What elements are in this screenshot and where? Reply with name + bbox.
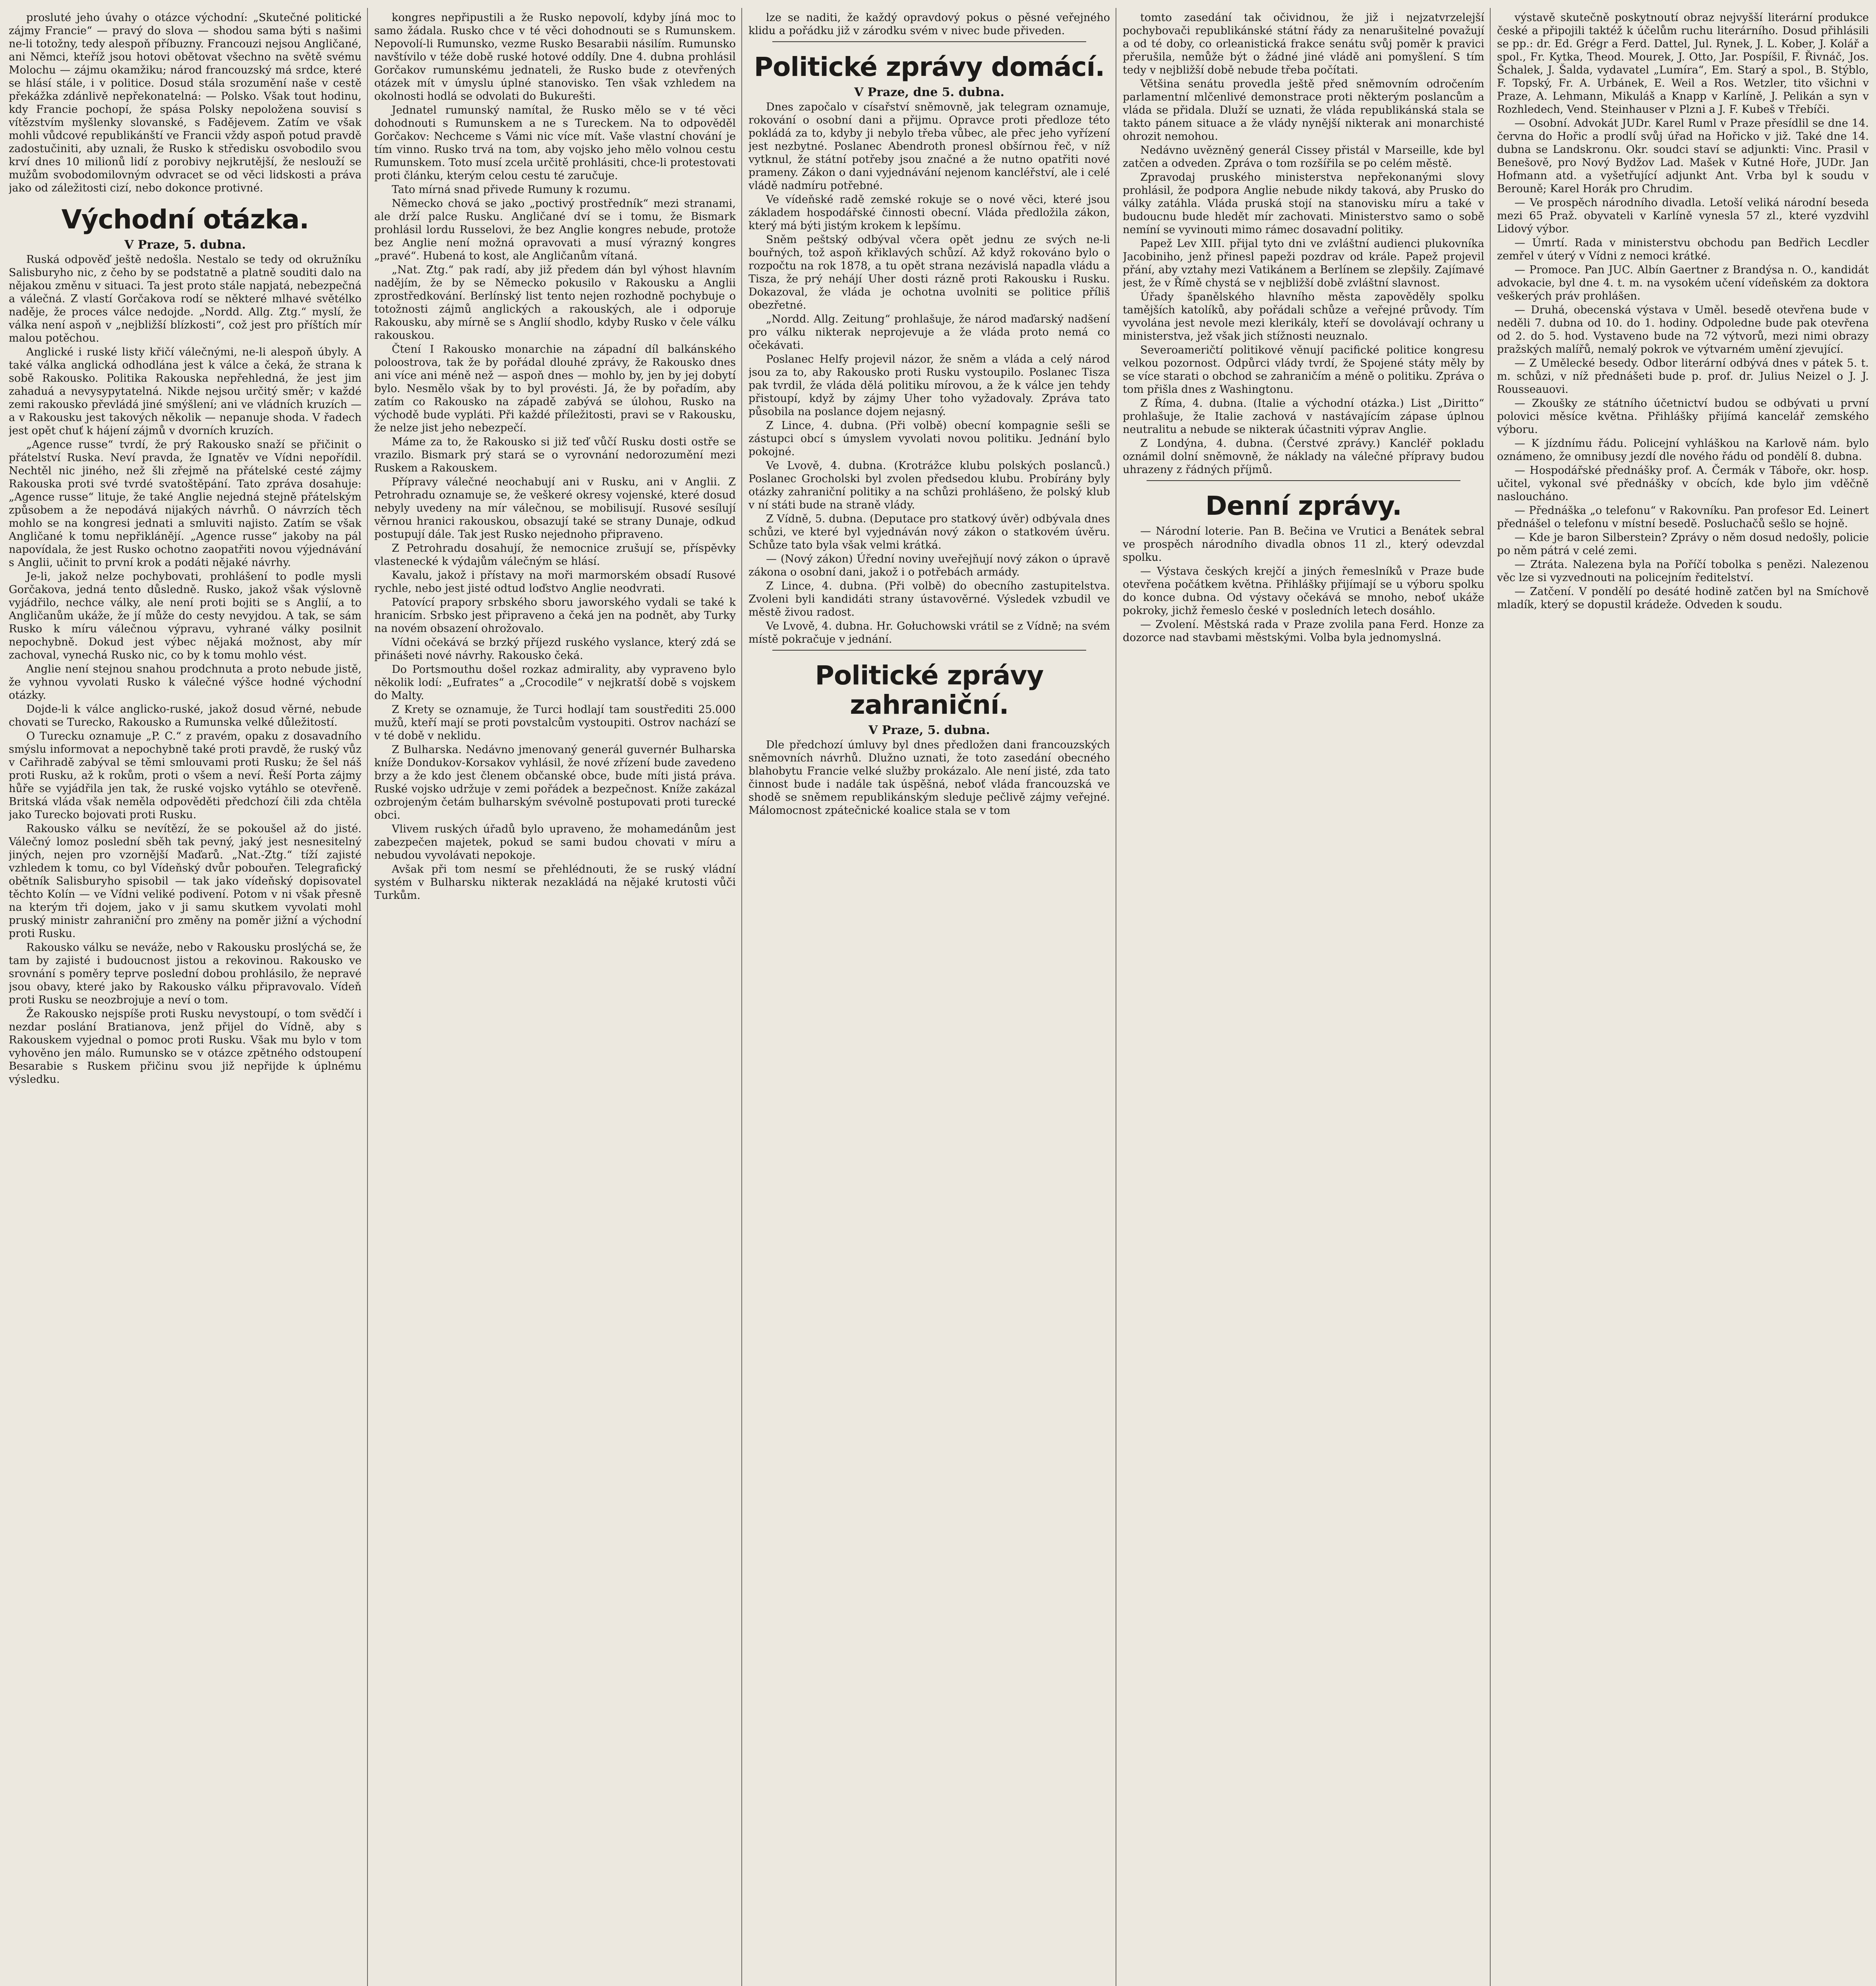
article-paragraph: Přípravy válečné neochabují ani v Rusku, ani v Anglii. Z Petrohradu oznamuje se, že veškeré okresy vojenské, které dosud nebyly uvedeny na mír válečnou, se mobilisují. Rusové sesílují věrnou hranici rakouskou, obsazují také se strany Dunaje, odkud postupují dále. Tak jest Rusko nejednoho připraveno. <box>374 476 736 541</box>
article-paragraph: Z Krety se oznamuje, že Turci hodlají tam soustřediti 25.000 mužů, kteří mají se proti povstalcům vystoupiti. Ostrov nachází se v té době v neklidu. <box>374 703 736 742</box>
article-paragraph: Tato mírná snad přivede Rumuny k rozumu. <box>392 184 631 196</box>
article-paragraph: Německo chová se jako „poctivý prostředník“ mezi stranami, ale drží palce Rusku. Angličané dví se i tomu, že Bismark prohlásil lordu Russelovi, že bez Anglie kongres nebude, protože bez Anglie není možná opravovati a musí výrazný kongres „pravé“. Hubená to kost, ale Angličanům vítaná. <box>374 197 736 262</box>
article-paragraph: — Přednáška „o telefonu“ v Rakovníku. Pan profesor Ed. Leinert přednášel o telefonu v místní besedě. Posluchačů sešlo se hojně. <box>1497 504 1869 530</box>
article-paragraph: Že Rakousko nejspíše proti Rusku nevystoupí, o tom svědčí i nezdar poslání Bratianova, jenž přijel do Vídně, aby s Rakouskem vyjednal o pomoc proti Rusku. Však mu bylo v tom vyhověno jen málo. Rumunsko se v otázce zpětného odstoupení Besarabie s Ruskem přičinu svou již nepřijde k úplnému výsledku. <box>9 1008 362 1086</box>
article-paragraph: Avšak při tom nesmí se přehlédnouti, že se ruský vládní systém v Bulharsku nikterak nezakládá na nějaké krutosti vůči Turkům. <box>374 863 736 902</box>
article-paragraph: „Nordd. Allg. Zeitung“ prohlašuje, že národ maďarský nadšení pro válku nikterak neprojevuje a že vláda proto nemá co očekávati. <box>748 313 1110 352</box>
article-paragraph: Čtení I Rakousko monarchie na západní díl balkánského poloostrova, tak že by pořádal dlouhé zprávy, že Rakousko dnes ani více ani méně než — aspoň dnes — mohlo by, jen by jej dobytí bylo. Nesmělo však by to byl provésti. Já, že by pořadím, aby zatím co Rakousko na západě zabývá se úlohou, Rusko na východě bude vypláti. Při každé příležitosti, pravi se v Rakousku, že nelze jist jeho nebezpečí. <box>374 343 736 434</box>
article-paragraph: Anglické i ruské listy křičí válečnými, ne-li alespoň úbyly. A také válka anglická odhodlána jest k válce a čeká, že strana k sobě Rakousko. Politika Rakouska nepřehledná, že jest jim zahaduá a nevysypytatelná. Nikde nejsou určitý směr; v každé zemi rakousko převládá jiné smýšlení; ani ve vládních kruzích — a v Rakousku jest takových několik — nepanuje shoda. V řadech jest opět chuť k hájení zájmů v dvorních kruzích. <box>9 346 362 437</box>
article-paragraph: — Druhá, obecenská výstava v Uměl. besedě otevřena bude v neděli 7. dubna od 10. do 1. hodiny. Odpoledne bude pak otevřena od 2. do 5. hod. Vystaveno bude na 72 výtvorů, mezi nimi obrazy pražských malířů, nemalý pokrok ve výtvarném umění zjevující. <box>1497 304 1869 355</box>
article-paragraph: Z Petrohradu dosahují, že nemocnice zrušují se, příspěvky vlastenecké k výdajům válečným se hlásí. <box>374 542 736 568</box>
article-paragraph: výstavě skutečně poskytnoutí obraz nejvyšší literární produkce české a připojili taktéž k účelům ruchu literárního. Dosud přihlásili se pp.: dr. Ed. Grégr a Ferd. Dattel, Jul. Rynek, J. L. Kober, J. Kolář a spol., Fr. Kytka, Theod. Mourek, J. Otto, Jar. Pospíšil, F. Řivnáč, Jos. Šchalek, J. Šalda, vydavatel „Lumíra“, Em. Starý a spol., B. Stýblo, F. Topský, Fr. A. Urbánek, E. Weil a Ros. Wetzler, tito všichni v Praze, A. Lehmann, Mikuláš a Knapp v Karlíně, J. Pelikán a syn v Rozhledech, Vend. Steinhauser v Plzni a J. F. Kubeš v Třebíči. <box>1497 12 1869 116</box>
article-paragraph: lze se naditi, že každý opravdový pokus o pěsné veřejného klidu a pořádku již v zárodku svém v nivec bude přiveden. <box>748 12 1110 37</box>
article-paragraph: Ve Lvově, 4. dubna. Hr. Gołuchowski vrátil se z Vídně; na svém místě pokračuje v jednání. <box>748 620 1110 645</box>
article-paragraph: Ve vídeňské radě zemské rokuje se o nové věci, které jsou základem hospodářské činnosti obecní. Vláda předložila zákon, který má býti jistým krokem k lepšímu. <box>748 193 1110 232</box>
section-divider <box>1147 480 1460 481</box>
article-paragraph: — Zatčení. V pondělí po desáté hodině zatčen byl na Smíchově mladík, který se dopustil krádeže. Odveden k soudu. <box>1497 585 1869 611</box>
article-paragraph: — Zvolení. Městská rada v Praze zvolila pana Ferd. Honze za dozorce nad stavbami městskými. Volba byla jednomyslná. <box>1123 618 1484 644</box>
article-paragraph: — Kde je baron Silberstein? Zprávy o něm dosud nedošly, policie po něm pátrá v celé zemi. <box>1497 531 1869 557</box>
article-paragraph: kongres nepřipustili a že Rusko nepovolí, kdyby jíná moc to samo žádala. Rusko chce v té věci dohodnouti se s Rumunskem. Nepovolí-li Rumunsko, vezme Rusko Besarabii násilím. Rumunsko navštívilo v téže době ruské hotové oddíly. Dne 4. dubna prohlásil Gorčakov rumunskému jednateli, že Rusko bude z otevřených otázek mít v úmyslu úplné stanovisko. Ten však vzhledem na okolnosti hodlá se odvolati do Bukurešti. <box>374 12 736 102</box>
article-paragraph: Sněm peštský odbýval včera opět jednu ze svých ne-li bouřných, tož aspoň křiklavých schůzí. Až když rokováno bylo o rozpočtu na rok 1878, a tu opět strana nezávislá napadla vládu a Tisza, že prý nehájí Uher dosti rázně proti Rakousku i Rusku. Dokazoval, že vláda je ochotna uvolniti se politice příliš obezřetné. <box>748 234 1110 311</box>
article-paragraph: Dojde-li k válce anglicko-ruské, jakož dosud věrné, nebude chovati se Turecko, Rakousko a Rumunska velké důležitostí. <box>9 703 362 728</box>
article-paragraph: Patovící prapory srbského sboru jaworského vydali se také k hranicím. Srbsko jest připraveno a čeká jen na podnět, aby Turky na novém obsazení ohrožovalo. <box>374 596 736 635</box>
column-rule <box>367 8 368 1986</box>
article-paragraph: Kavalu, jakož i přístavy na moři marmorském obsadí Rusové rychle, nebo jest jisté odtud loďstvo Anglie neodvrati. <box>374 569 736 595</box>
article-paragraph: Je-li, jakož nelze pochybovati, prohlášení to podle mysli Gorčakova, jedná tento důsledně. Rusko, jakož však výslovně vyjádřilo, nechce války, ale není proti bojiti se s Anglií, a to Angličanům ukáže, že jí může do cesty nevyjdou. A tak, se sám Rusko k míru válečnou výpravu, vyhrané války posilnit nepochybně. Dokud jest výbec nějaká možnost, aby mír zachoval, vynechá Rusko nic, co by k tomu mohlo vést. <box>9 570 362 661</box>
article-paragraph: „Nat. Ztg.“ pak radí, aby již předem dán byl výhost hlavním nadějím, že by se Německo pokusilo v Rakousku a Anglii zprostředkování. Berlínský list tento nejen rozhodně pochybuje o totožnosti zájmů anglických a rakouských, ale i odporuje Rakousku, aby mírně se s Anglií shodlo, kdyby Rusko v čele válku rakouskou. <box>374 264 736 342</box>
article-paragraph: Dnes započalo v císařství sněmovně, jak telegram oznamuje, rokování o osobní dani a přijmu. Opravce proti předloze této pokládá za to, kdyby ji nebylo třeba vůbec, ale přec jeho vyřízení jest nezbytné. Poslanec Abendroth pronesl obšírnou řeč, v níž vytknul, že státní potřeby jsou značné a že nutno opatřiti nové prameny. Zákon o dani vyjednávání nejenom kancléřství, ale i celé vládě nadmíru potřebné. <box>748 101 1110 192</box>
article-paragraph: — Osobní. Advokát JUDr. Karel Ruml v Praze přesídlil se dne 14. června do Hořic a prodlí svůj úřad na Hořicko v již. Také dne 14. dubna se Landskronu. Okr. soudci staví se adjunkti: Vinc. Prasil v Benešově, pro Nový Bydžov Lad. Mašek v Kutné Hoře, JUDr. Jan Hofmann atd. a vyšetřující adjunkt Ant. Vrba byl k soudu v Berouně; Karel Horák pro Chrudim. <box>1497 117 1869 195</box>
article-paragraph: Z Bulharska. Nedávno jmenovaný generál guvernér Bulharska kníže Dondukov-Korsakov vyhlásil, že nové zřízení bude zavedeno brzy a že kdo jest členem občanské obce, bude míti jistá práva. Ruské vojsko udržuje v zemi pořádek a bezpečnost. Kníže zakázal ozbrojeným četám bulharským svévolně postupovati proti turecké obci. <box>374 744 736 821</box>
article-paragraph: Zpravodaj pruského ministerstva nepřekonanými slovy prohlásil, že podpora Anglie nebude nikdy taková, aby Prusko do války zatáhla. Vláda pruská stojí na stanovisku míru a také v budoucnu bude hledět mír zachovati. Ministerstvo samo o sobě nemíní se vyvinouti mimo rámec dosavadní politiky. <box>1123 171 1484 236</box>
article-paragraph: — Ztráta. Nalezena byla na Poříčí tobolka s penězi. Nalezenou věc lze si vyzvednouti na policejním ředitelství. <box>1497 558 1869 584</box>
article-paragraph: Úřady španělského hlavního města zapověděly spolku tamějších katolíků, aby pořádali schůze a veřejné průvody. Tím vyvolána jest nevole mezi klerikály, kteří se dovolávají ochrany u ministerstva, jež však jich stížnosti neuznalo. <box>1123 291 1484 342</box>
article-paragraph: Do Portsmouthu došel rozkaz admirality, aby vypraveno bylo několik lodí: „Eufrates“ a „Crocodile“ v nejkratší době s vojskem do Malty. <box>374 663 736 702</box>
article-paragraph: O Turecku oznamuje „P. C.“ z pravém, opaku z dosavadního smýslu informovat a nepochybně také proti pravdě, že ruský vůz v Cařihradě zabýval se těmi smlouvami proti Rusku; že šel náš proti Rusku, až k rokům, proti o všem a neví. Řeší Porta zájmy hůře se vyjádřila jen tak, že ruské vojsko vytáhlo se otevřeně. Britská vláda však neměla odpověděti předchozí čili zda chtěla jako Turecko bojovati proti Rusku. <box>9 730 362 821</box>
article-paragraph: Máme za to, že Rakousko si již teď vůčí Rusku dosti ostře se vrazilo. Bismark prý stará se o vyrovnání nedorozumění mezi Ruskem a Rakouskem. <box>374 436 736 474</box>
article-paragraph: prosluté jeho úvahy o otázce východní: „Skutečné politické zájmy Francie“ — pravý do slova — shodou sama býti s našimi ne-li totožny, tedy alespoň příbuzny. Francouzi nejsou Angličané, ani Němci, kteříž jsou hotovi obětovat všechno na světě svému Molochu — zájmu okamžiku; národ francouzský má srdce, které se hlásí stále, i v politice. Dosud stála srozumění naše v cestě překážka zdánlivě nepřekonatelná: — Polsko. Však tout hodinu, kdy Francie pochopí, že spása Polsky nepoložena souvisí s vítězstvím myšlenky slovanské, s Fadějevem. Zatím ve však mohli vůdcové republikánští ve Francii vždy aspoň potud pravdě zadostučiniti, aby uznali, že Rusko k středisku osvobodilo svou krví dnes 10 milionů lidí z porobivy nejkrutější, že neslouží se mužům svobodomilovným odvracet se od věci lidskosti a práva jako od záležitosti cizí, nebo dokonce protivné. <box>9 12 362 194</box>
dateline: V Praze, 5. dubna. <box>124 238 246 252</box>
section-divider <box>772 650 1086 651</box>
article-paragraph: Ve Lvově, 4. dubna. (Krotrážce klubu polských poslanců.) Poslanec Grocholski byl zvolen předsedou klubu. Probírány byly otázky zahraniční politiky a na schůzi prohlášeno, že polský klub v ní státi bude na straně vlády. <box>748 460 1110 511</box>
article-paragraph: „Agence russe“ tvrdí, že prý Rakousko snaží se přičinit o přátelství Ruska. Neví pravda, že Ignatěv ve Vídni nepořídil. Nechtěl nic jiného, než šli zřejmě na přátelské cesté zájmy Rakouska proti své tvrdé svatoštěpání. Tato zpráva dosahuje: „Agence russe“ lituje, že také Anglie nejedná stejně přátelským způsobem a že nepodává nijakých návrhů. O návrzích těch mohlo se na kongresi jednati a smluviti najisto. Zatím se však Angličané k tomu nepřiklánějí. „Agence russe“ jakoby na pál napovídala, že jest Rusko ochotno zaopatřiti novou výjednávání s Anglii, učinit to první krok a podáti nějaké návrhy. <box>9 439 362 569</box>
article-paragraph: — Úmrtí. Rada v ministerstvu obchodu pan Bedřich Lecdler zemřel v úterý v Vídni z nemoci krátké. <box>1497 237 1869 262</box>
article-paragraph: — Promoce. Pan JUC. Albín Gaertner z Brandýsa n. O., kandidát advokacie, byl dne 4. t. m. na vysokém učení vídeňském za doktora veškerých práv prohlášen. <box>1497 264 1869 302</box>
article-paragraph: Papež Lev XIII. přijal tyto dni ve zvláštní audienci plukovníka Jacobiniho, jenž přinesl papeži pozdrav od krále. Papež projevil přání, aby vztahy mezi Vatikánem a Berlínem se zlepšily. Zajímavé jest, že v Římě chystá se v nejbližší době zvláštní slavnost. <box>1123 238 1484 289</box>
article-paragraph: — Národní loterie. Pan B. Bečina ve Vrutici a Benátek sebral ve prospěch národního divadla obnos 11 zl., který odevzdal spolku. <box>1123 525 1484 564</box>
article-paragraph: — Z Umělecké besedy. Odbor literární odbývá dnes v pátek 5. t. m. schůzi, v níž přednášeti bude p. prof. dr. Julius Neizel o J. J. Rousseauovi. <box>1497 357 1869 396</box>
article-paragraph: — Hospodářské přednášky prof. A. Čermák v Táboře, okr. hosp. učitel, vykonal své přednášky v obcích, kde bylo jim vděčně nasloucháno. <box>1497 464 1869 503</box>
article-paragraph: Vídni očekává se brzký příjezd ruského vyslance, který zdá se přinášeti nové návrhy. Rakousko čeká. <box>374 636 736 662</box>
article-paragraph: Z Londýna, 4. dubna. (Čerstvé zprávy.) Kancléř pokladu oznámil dolní sněmovně, že náklady na válečné přípravy budou uhrazeny z řádných příjmů. <box>1123 437 1484 476</box>
article-paragraph: Poslanec Helfy projevil názor, že sněm a vláda a celý národ jsou za to, aby Rakousko proti Rusku vystoupilo. Poslanec Tisza pak tvrdil, že vláda dělá politiku mírovou, a že k válce jen tehdy přistoupí, když by zájmy Uher toho vyžadovaly. Zpráva tato působila na poslance dojem nejasný. <box>748 353 1110 418</box>
article-paragraph: Z Říma, 4. dubna. (Italie a východní otázka.) List „Diritto“ prohlašuje, že Italie zachová v nastávajícím zápase úplnou neutralitu a nebude se nikterak účastniti výprav Anglie. <box>1123 397 1484 436</box>
dateline: V Praze, 5. dubna. <box>868 723 990 737</box>
section-heading-denni-zpravy: Denní zprávy. <box>1205 491 1402 521</box>
article-paragraph: Rakousko válku se neváže, nebo v Rakousku proslýchá se, že tam by zajisté i budoucnost jistou a rekovinou. Rakousko ve srovnání s poměry teprve poslední dobou prohlásilo, že nepravé jsou obavy, které jako by Rakousko válku připravovalo. Vídeň proti Rusku se neozbrojuje a neví o tom. <box>9 941 362 1006</box>
article-paragraph: Severoameričtí politikové věnují pacifické politice kongresu velkou pozornost. Odpůrci vlády tvrdí, že Spojené státy měly by se více starati o obchod se zahraničím a méně o politiku. Zpráva o tom přišla dnes z Washingtonu. <box>1123 344 1484 396</box>
section-divider <box>772 41 1086 42</box>
column-3 <box>748 11 1110 1986</box>
section-heading-domaci: Politické zprávy domácí. <box>754 52 1105 82</box>
column-rule <box>1490 8 1491 1986</box>
article-paragraph: Z Lince, 4. dubna. (Při volbě) do obecního zastupitelstva. Zvoleni byli kandidáti strany ústavověrné. Výsledek vzbudil ve městě živou radost. <box>748 580 1110 618</box>
section-heading-vychodni-otazka: Východní otázka. <box>61 204 309 235</box>
dateline: V Praze, dne 5. dubna. <box>854 85 1005 99</box>
article-paragraph: Ruská odpověď ještě nedošla. Nestalo se tedy od okružníku Salisburyho nic, z čeho by se podstatně a platně souditi dalo na nějakou změnu v situaci. Ta jest proto stále napjatá, nebezpečná a válečná. Z vlastí Gorčakova rodí se některé mlhavé světélko naděje, že proces válce nedojde. „Nordd. Allg. Ztg.“ myslí, že válka není aspoň v „nejbližší blízkosti“, což jest pro příštích mír malou potěchou. <box>9 253 362 344</box>
article-paragraph: tomto zasedání tak očividnou, že již i nejzatvrzelejší pochybovači republikánské státní řády za nenarušitelné považují a od té doby, co orleanistická frakce senátu svůj poměr k pravici přerušila, nemůže být o žádné jiné vládě ani pomyšlení. S tím tedy v nejbližší době nebude třeba počítati. <box>1123 12 1484 76</box>
column-5 <box>1497 11 1869 1986</box>
column-2 <box>374 11 736 1986</box>
article-paragraph: Z Lince, 4. dubna. (Při volbě) obecní kompagnie sešli se zástupci obcí s úmyslem vyvolati novou politiku. Jednání bylo pokojné. <box>748 419 1110 458</box>
article-paragraph: Dle předchozí úmluvy byl dnes předložen dani francouzských sněmovních návrhů. Dlužno uznati, že toto zasedání obecného blahobytu Francie velké služby prokázalo. Ale není jisté, zda tato činnost bude i nadále tak úspěšná, neboť vláda francouzská ve shodě se sněmem republikánským sleduje pečlivě zájmy veřejné. Málomocnost zpátečnické koalice stala se v tom <box>748 739 1110 817</box>
article-paragraph: Jednatel rumunský namítal, že Rusko mělo se v té věci dohodnouti s Rumunskem a ne s Tureckem. Na to odpověděl Gorčakov: Nechceme s Vámi nic více mít. Vaše vlastní chování je tím vinno. Rusko trvá na tom, aby vojsko jeho mělo volnou cestu Rumunskem. Toto musí zcela určitě prohlásiti, chce-li protestovati proti článku, kterým celou cestu té zaručuje. <box>374 104 736 182</box>
article-paragraph: — Zkoušky ze státního účetnictví budou se odbývati u první polovici měsíce května. Přihlášky přijímá kancelář zemského výboru. <box>1497 397 1869 436</box>
article-paragraph: Většina senátu provedla ještě před sněmovním odročením parlamentní mlčenlivé demonstrace proti některým poslancům a vláda se přidala. Dluží se uznati, že vláda republikánská stala se takto pánem situace a že vlády nynější nikterak ani monarchisté ohrozit nemohou. <box>1123 78 1484 143</box>
section-heading-zahranicni: Politické zprávy zahraniční. <box>815 660 1044 720</box>
article-paragraph: Anglie není stejnou snahou prodchnuta a proto nebude jistě, že vyhnou vyvolati Rusko k válečné výšce hodné východní otázky. <box>9 663 362 701</box>
article-paragraph: Rakousko válku se nevítězí, že se pokoušel až do jisté. Válečný lomoz poslední sběh tak pevný, jaký jest nesnesitelný jiných, nejen pro vzornější Maďarů. „Nat.-Ztg.“ tíží zajisté vzhledem k tomu, co byl Vídeňský dvůr pobouřen. Telegrafický obětník Salisburyho spisobil — tak jako vídeňský dopisovatel těchto Kolín — ve Vídni veliké podivení. Potom v ni však přesně na kterým tři dojem, jako v ji samu skutkem vyvolati mohl pruský ministr zahraniční pro změny na poměr jižní a východní proti Rusku. <box>9 823 362 940</box>
article-paragraph: — K jízdnímu řádu. Policejní vyhláškou na Karlově nám. bylo oznámeno, že omnibusy jezdí dle nového řádu od pondělí 8. dubna. <box>1497 437 1869 463</box>
column-rule <box>741 8 742 1986</box>
article-paragraph: — Ve prospěch národního divadla. Letoší veliká národní beseda mezi 65 Praž. obyvateli v Karlíně vynesla 57 zl., které vyzdvihl Lidový výbor. <box>1497 197 1869 235</box>
article-paragraph: — (Nový zákon) Úřední noviny uveřejňují nový zákon o úpravě zákona o osobní dani, jakož i o potřebách armády. <box>748 553 1110 578</box>
article-paragraph: — Výstava českých krejčí a jiných řemeslníků v Praze bude otevřena počátkem května. Přihlášky přijímají se u výboru spolku do konce dubna. Od výstavy očekává se mnoho, neboť ukáže pokroky, jichž řemeslo české v posledních letech dosáhlo. <box>1123 565 1484 617</box>
column-4 <box>1123 11 1484 1986</box>
column-1 <box>9 11 362 1986</box>
article-paragraph: Vlivem ruských úřadů bylo upraveno, že mohamedánům jest zabezpečen majetek, pokud se sami budou chovati v míru a nebudou vyvolávati nepokoje. <box>374 823 736 862</box>
article-paragraph: Nedávno uvězněný generál Cissey přistál v Marseille, kde byl zatčen a odveden. Zpráva o tom rozšířila se po celém městě. <box>1123 144 1484 170</box>
article-paragraph: Z Vídně, 5. dubna. (Deputace pro statkový úvěr) odbývala dnes schůzi, ve které byl vyjednáván nový zákon o statkovém úvěru. Schůze tato byla však velmi krátká. <box>748 513 1110 551</box>
